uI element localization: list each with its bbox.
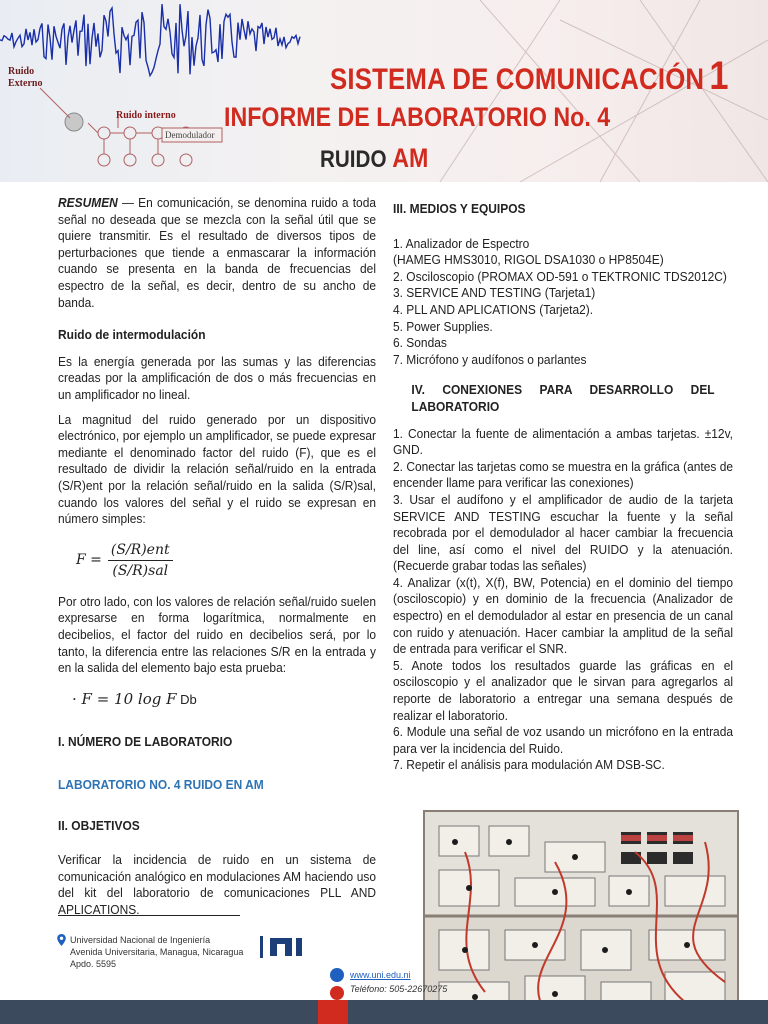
noise-waveform [0, 4, 300, 76]
list-item: 1. Conectar la fuente de alimentación a ambas tarjetas. ±12v, GND. [393, 425, 734, 458]
list-item: 3. SERVICE AND TESTING (Tarjeta1) [393, 285, 596, 301]
section-3-heading: III. MEDIOS Y EQUIPOS [393, 201, 526, 216]
formula-lhs: F = [76, 552, 102, 569]
formula2-unit: Db [176, 691, 197, 707]
university-logo [260, 934, 304, 960]
equipment-list [393, 236, 733, 369]
footer-bar [0, 1000, 768, 1024]
formula-denominator: (S/R)sal [112, 563, 169, 580]
right-column [393, 195, 733, 774]
list-item: 2. Conectar las tarjetas como se muestra en la gráfica (antes de encender llame para verificar las conexiones) [393, 458, 734, 491]
topic-prefix: RUIDO [320, 146, 387, 173]
list-item: 4. Analizar (x(t), X(f), BW, Potencia) en el dominio del tiempo (osciloscopio) y en dominio de la frecuencia (Analizador de espectro) en el demodulador al estar en presencia de un canal con ruido y atenuación. Hacer cambiar la amplitud de la señal de entrada para verificar el SNR. [393, 574, 734, 657]
phone-number: Teléfono: 505-22670275 [350, 984, 448, 994]
formula-fraction [108, 542, 173, 580]
location-pin-icon [57, 934, 66, 946]
university-address [70, 934, 243, 970]
address-line-1: Universidad Nacional de Ingeniería [70, 935, 211, 945]
demodulador-label: Demodulador [165, 130, 215, 140]
list-item: 5. Anote todos los resultados guarde las gráficas en el osciloscopio y el analizador que le sirvan para agregarlos al reporte de laboratorio a entregar una semana después de realizar el laboratorio. [393, 657, 734, 723]
report-topic [320, 143, 428, 174]
left-column [58, 195, 376, 919]
log-noise-formula [72, 691, 376, 709]
address-line-3: Apdo. 5595 [70, 959, 117, 969]
list-item: 6. Sondas [393, 335, 447, 351]
intermod-paragraph-2: La magnitud del ruido generado por un dispositivo electrónico, por ejemplo un amplificador, se puede expresar mediante el denominado factor del ruido (F), que es el resultado de dividir la relación señal/ruido en la entrada (S/R)ent por la relación señal/ruido en la salida (S/R)sal, cuando los valores del señal y el ruido se expresan en número simples: [58, 411, 377, 527]
steps-list [393, 426, 733, 774]
section-1-heading: I. NÚMERO DE LABORATORIO [58, 734, 233, 750]
report-subtitle: INFORME DE LABORATORIO No. 4 [224, 102, 611, 132]
ruido-externo-label-1: Ruido [8, 66, 35, 77]
header-banner [0, 0, 768, 182]
footer-accent [318, 1000, 348, 1024]
contact-info [350, 968, 447, 996]
noise-factor-formula [76, 542, 376, 580]
list-item: 1. Analizador de Espectro [393, 235, 530, 251]
lab-number-value: LABORATORIO NO. 4 RUIDO EN AM [58, 777, 264, 793]
board-illustration [425, 812, 739, 1024]
objectives-paragraph: Verificar la incidencia de ruido en un sistema de comunicación analógico en modulaciones AM haciendo uso del kit del laboratorio de comunicaciones PLL AND APLICATIONS. [58, 852, 377, 917]
abstract-key: RESUMEN [58, 195, 118, 210]
section-4-heading: IV. CONEXIONES PARA DESARROLLO DEL LABORATORIO [411, 382, 715, 414]
document-title [330, 54, 729, 99]
list-item: 4. PLL AND APLICATIONS (Tarjeta2). [393, 301, 594, 317]
address-line-2: Avenida Universitaria, Managua, Nicaragua [70, 947, 244, 957]
list-item: 7. Repetir el análisis para modulación AM DSB-SC. [393, 757, 665, 773]
website-link[interactable]: www.uni.edu.ni [350, 970, 411, 980]
formula-numerator: (S/R)ent [108, 542, 173, 562]
globe-icon [330, 968, 344, 982]
ruido-externo-label-2: Externo [8, 78, 43, 89]
lab-board-photo [423, 810, 739, 1024]
title-text: SISTEMA DE COMUNICACIÓN [330, 63, 705, 96]
list-item: 2. Osciloscopio (PROMAX OD-591 o TEKTRONIC TDS2012C) [393, 268, 727, 284]
abstract-text: — En comunicación, se denomina ruido a toda señal no deseada que se mezcla con la señal útil que se quiere transmitir. Es el resultado de diversos tipos de perturbaciones que tiende a enmascarar la información cuando se presenta en la banda de frecuencias del espectro de la señal, es decir, dentro de su ancho de banda. [58, 195, 377, 310]
list-item: 5. Power Supplies. [393, 318, 493, 334]
phone-icon [330, 986, 344, 1000]
list-item: 6. Module una señal de voz usando un micrófono en la entrada para ver la incidencia del Ruido. [393, 724, 734, 756]
formula2-text: · F = 10 log F [72, 689, 177, 708]
intermod-paragraph-1: Es la energía generada por las sumas y las diferencias creadas por la amplificación de dos o más frecuencias en un amplificador no lineal. [58, 353, 377, 402]
topic-accent: AM [392, 143, 429, 173]
title-number: 1 [709, 54, 729, 98]
section-2-heading: II. OBJETIVOS [58, 817, 140, 833]
abstract-paragraph [58, 195, 376, 311]
footnote-rule [58, 915, 240, 916]
intermod-heading: Ruido de intermodulación [58, 327, 206, 343]
list-item: 3. Usar el audífono y el amplificador de audio de la tarjeta SERVICE AND TESTING escuchar la fuente y la señal recobrada por el demodulador al hacer cambiar la frecuencia del line, así como el nivel del RUIDO y la atenuación. (Recuerde grabar todas las señales) [393, 491, 734, 574]
list-item: (HAMEG HMS3010, RIGOL DSA1030 o HP8504E) [393, 252, 664, 268]
intermod-paragraph-3: Por otro lado, con los valores de relación señal/ruido suelen expresarse en forma logarítmica, normalmente en decibelios, el factor del ruido en decibelios será, por lo tanto, la diferencia entre las relaciones S/R en la entrada y en la salida del elemento bajo esta prueba: [58, 593, 377, 676]
ruido-interno-label: Ruido interno [116, 110, 176, 121]
list-item: 7. Micrófono y audífonos o parlantes [393, 351, 587, 367]
